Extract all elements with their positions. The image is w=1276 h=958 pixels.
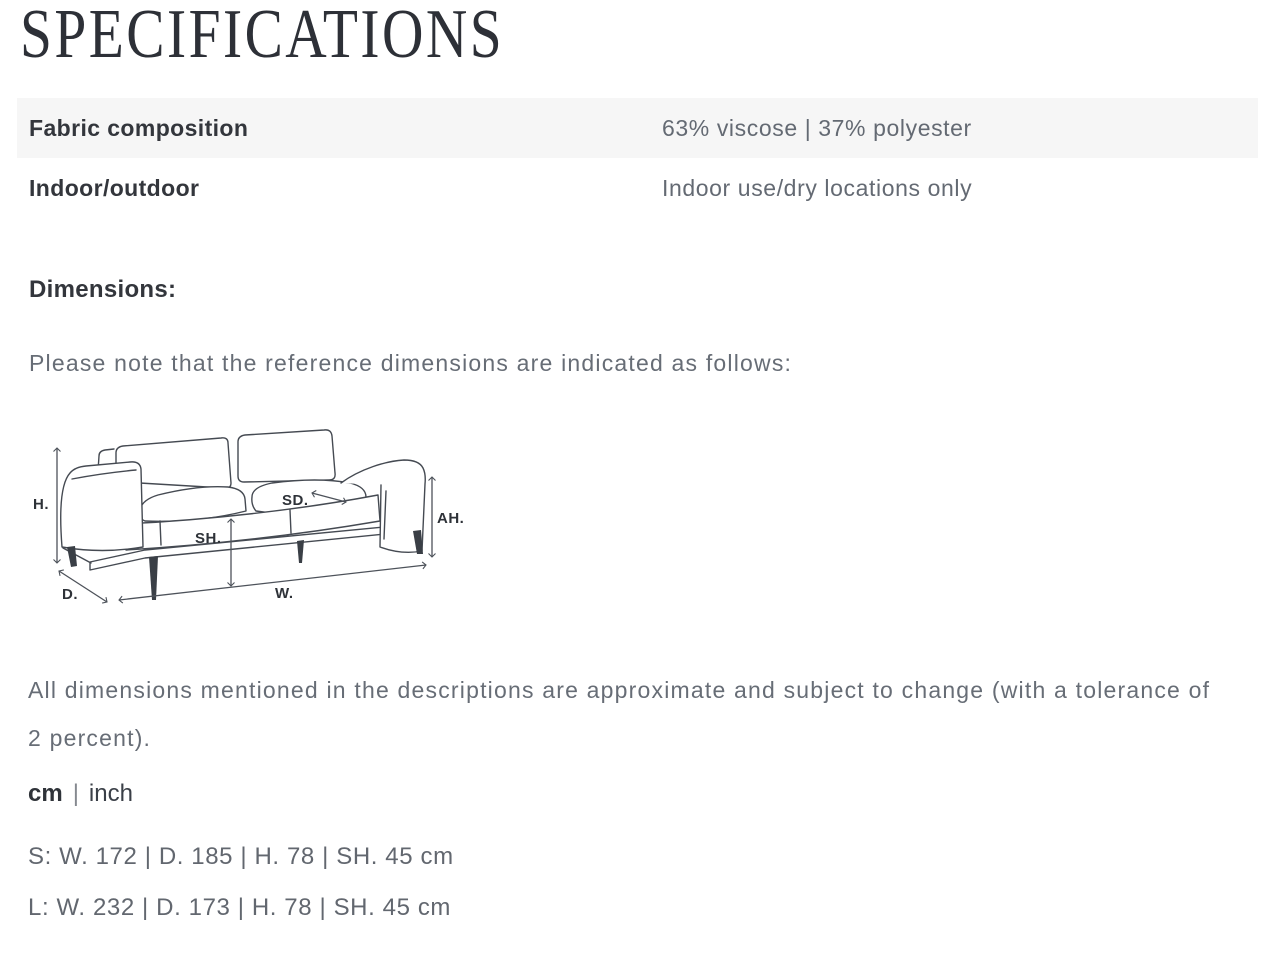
sofa-sketch [61,430,426,570]
spec-row-indoor-outdoor [17,158,1258,218]
unit-inch[interactable]: inch [88,780,133,807]
arm-height-label: AH. [437,510,465,527]
spec-row-fabric [17,98,1258,158]
height-label: H. [33,496,49,513]
page-title: SPECIFICATIONS [20,0,505,73]
spec-label-fabric: Fabric composition [29,114,249,141]
seat-depth-label: SD. [282,492,309,509]
depth-label: D. [62,586,78,603]
width-label: W. [275,585,294,602]
dimensions-heading: Dimensions: [29,276,177,303]
spec-value-fabric: 63% viscose | 37% polyester [662,114,972,141]
sofa-dimensions-diagram [28,423,473,618]
unit-separator: | [72,780,79,807]
size-line-large: L: W. 232 | D. 173 | H. 78 | SH. 45 cm [28,894,452,921]
size-line-small: S: W. 172 | D. 185 | H. 78 | SH. 45 cm [28,843,454,870]
width-arrow [119,565,426,600]
seat-height-label: SH. [195,530,222,547]
unit-switcher [28,780,133,808]
spec-table [17,98,1258,218]
unit-cm[interactable]: cm [28,780,63,807]
spec-value-indoor-outdoor: Indoor use/dry locations only [662,174,973,201]
tolerance-note: All dimensions mentioned in the descriptions are approximate and subject to change (with a tolerance of 2 percent). [28,677,1211,751]
size-list [28,843,454,945]
spec-label-indoor-outdoor: Indoor/outdoor [29,174,200,201]
dimensions-note: Please note that the reference dimensions are indicated as follows: [29,350,793,376]
